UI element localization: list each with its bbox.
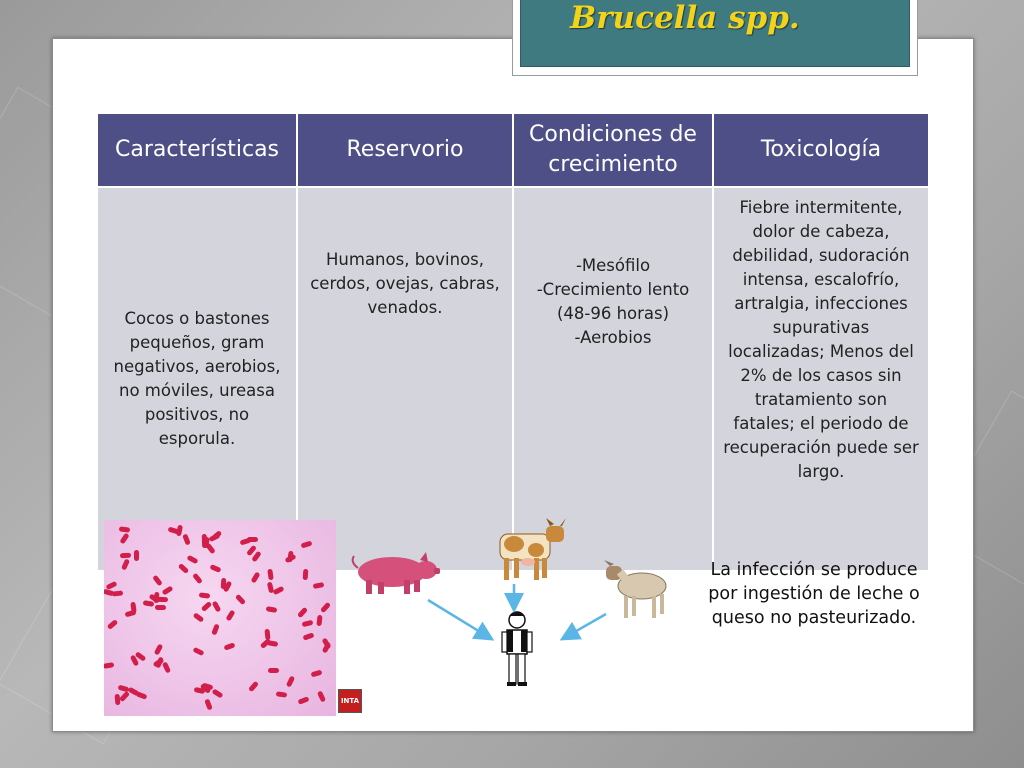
bacterium-cell: [178, 563, 190, 574]
bacterium-cell: [276, 691, 288, 697]
table-row: [97, 187, 929, 571]
bacterium-cell: [192, 647, 204, 656]
bacterium-cell: [135, 691, 147, 700]
bacterium-cell: [320, 602, 331, 614]
bacterium-cell: [143, 600, 155, 607]
table-header-row: [97, 113, 929, 187]
bacterium-cell: [162, 661, 171, 673]
bacterium-cell: [240, 538, 252, 546]
bacterium-cell: [182, 533, 191, 545]
arrow-goat-to-person: [564, 614, 606, 638]
header-toxicologia: Toxicología: [713, 113, 929, 187]
bacterium-cell: [194, 687, 206, 694]
bacterium-cell: [120, 553, 131, 559]
bacterium-cell: [266, 606, 278, 613]
bacterium-cell: [162, 585, 174, 595]
bacterium-cell: [221, 578, 227, 589]
header-condiciones: Condiciones de crecimiento: [513, 113, 713, 187]
bacterium-cell: [121, 558, 130, 570]
bacterium-cell: [154, 643, 164, 655]
bacterium-cell: [317, 690, 326, 702]
bacterium-cell: [192, 573, 203, 585]
slide-number: 7: [532, 38, 541, 54]
bacterium-cell: [205, 543, 216, 555]
cow-icon: [490, 518, 570, 582]
bacterium-cell: [302, 632, 314, 640]
bacterium-cell: [235, 594, 246, 605]
header-reservorio: Reservorio: [297, 113, 513, 187]
bacterium-cell: [251, 571, 261, 583]
bacterium-cell: [268, 668, 279, 673]
bacterium-cell: [212, 688, 224, 698]
cell-condiciones: -Mesófilo -Crecimiento lento (48-96 horas) -Aerobios: [513, 187, 713, 571]
info-table: [96, 112, 930, 572]
bacterium-cell: [211, 623, 220, 635]
bacterium-cell: [209, 564, 221, 573]
bacterium-cell: [286, 675, 295, 687]
bacterium-cell: [311, 670, 323, 678]
bacterium-cell: [316, 615, 322, 626]
header-caracteristicas: Características: [97, 113, 297, 187]
bacterium-cell: [297, 607, 308, 619]
bacterium-cell: [267, 569, 273, 581]
brucella-micrograph: [104, 520, 336, 716]
transmission-arrows: [420, 580, 620, 650]
arrow-pig-to-person: [428, 600, 490, 638]
bacterium-cell: [119, 533, 129, 545]
bacterium-cell: [112, 590, 123, 596]
bacterium-cell: [225, 610, 235, 622]
bacterium-cell: [303, 569, 309, 580]
bacterium-cell: [155, 605, 166, 610]
bacterium-cell: [264, 629, 270, 640]
bacterium-cell: [119, 691, 130, 702]
inta-logo: INTA: [338, 689, 362, 713]
bacterium-cell: [193, 612, 205, 623]
bacterium-cell: [201, 601, 213, 612]
bacterium-cell: [199, 592, 211, 598]
slide-title: Brucella spp.: [570, 0, 800, 36]
cell-reservorio: Humanos, bovinos, cerdos, ovejas, cabras, venados.: [297, 187, 513, 571]
bacterium-cell: [208, 533, 220, 542]
bacterium-cell: [248, 681, 259, 693]
bacterium-cell: [152, 575, 163, 587]
bacterium-cell: [107, 619, 119, 630]
bacterium-cell: [202, 534, 208, 545]
bacterium-cell: [302, 620, 314, 628]
bacterium-cell: [313, 582, 325, 589]
bacterium-cell: [125, 610, 137, 618]
bacterium-cell: [301, 541, 313, 549]
bacterium-cell: [297, 696, 309, 705]
bacterium-cell: [186, 555, 198, 565]
infection-caption: La infección se produce por ingestión de leche o queso no pasteurizado.: [708, 560, 920, 628]
bacterium-cell: [104, 662, 114, 669]
cell-caracteristicas: Cocos o bastones pequeños, gram negativos, aerobios, no móviles, ureasa positivos, no esporula.: [97, 187, 297, 571]
bacterium-cell: [134, 550, 139, 561]
bacterium-cell: [223, 642, 235, 650]
cell-toxicologia: Fiebre intermitente, dolor de cabeza, debilidad, sudoración intensa, escalofrío, artralgia, infecciones supurativas localizadas; Menos del 2% de los casos sin tratamiento son fatales; el periodo de recuperación puede ser largo.: [713, 187, 929, 571]
bacterium-cell: [212, 600, 222, 612]
bacterium-cell: [119, 526, 131, 532]
bacterium-cell: [267, 582, 274, 594]
bacterium-cell: [204, 698, 213, 710]
bacterium-cell: [272, 586, 284, 595]
